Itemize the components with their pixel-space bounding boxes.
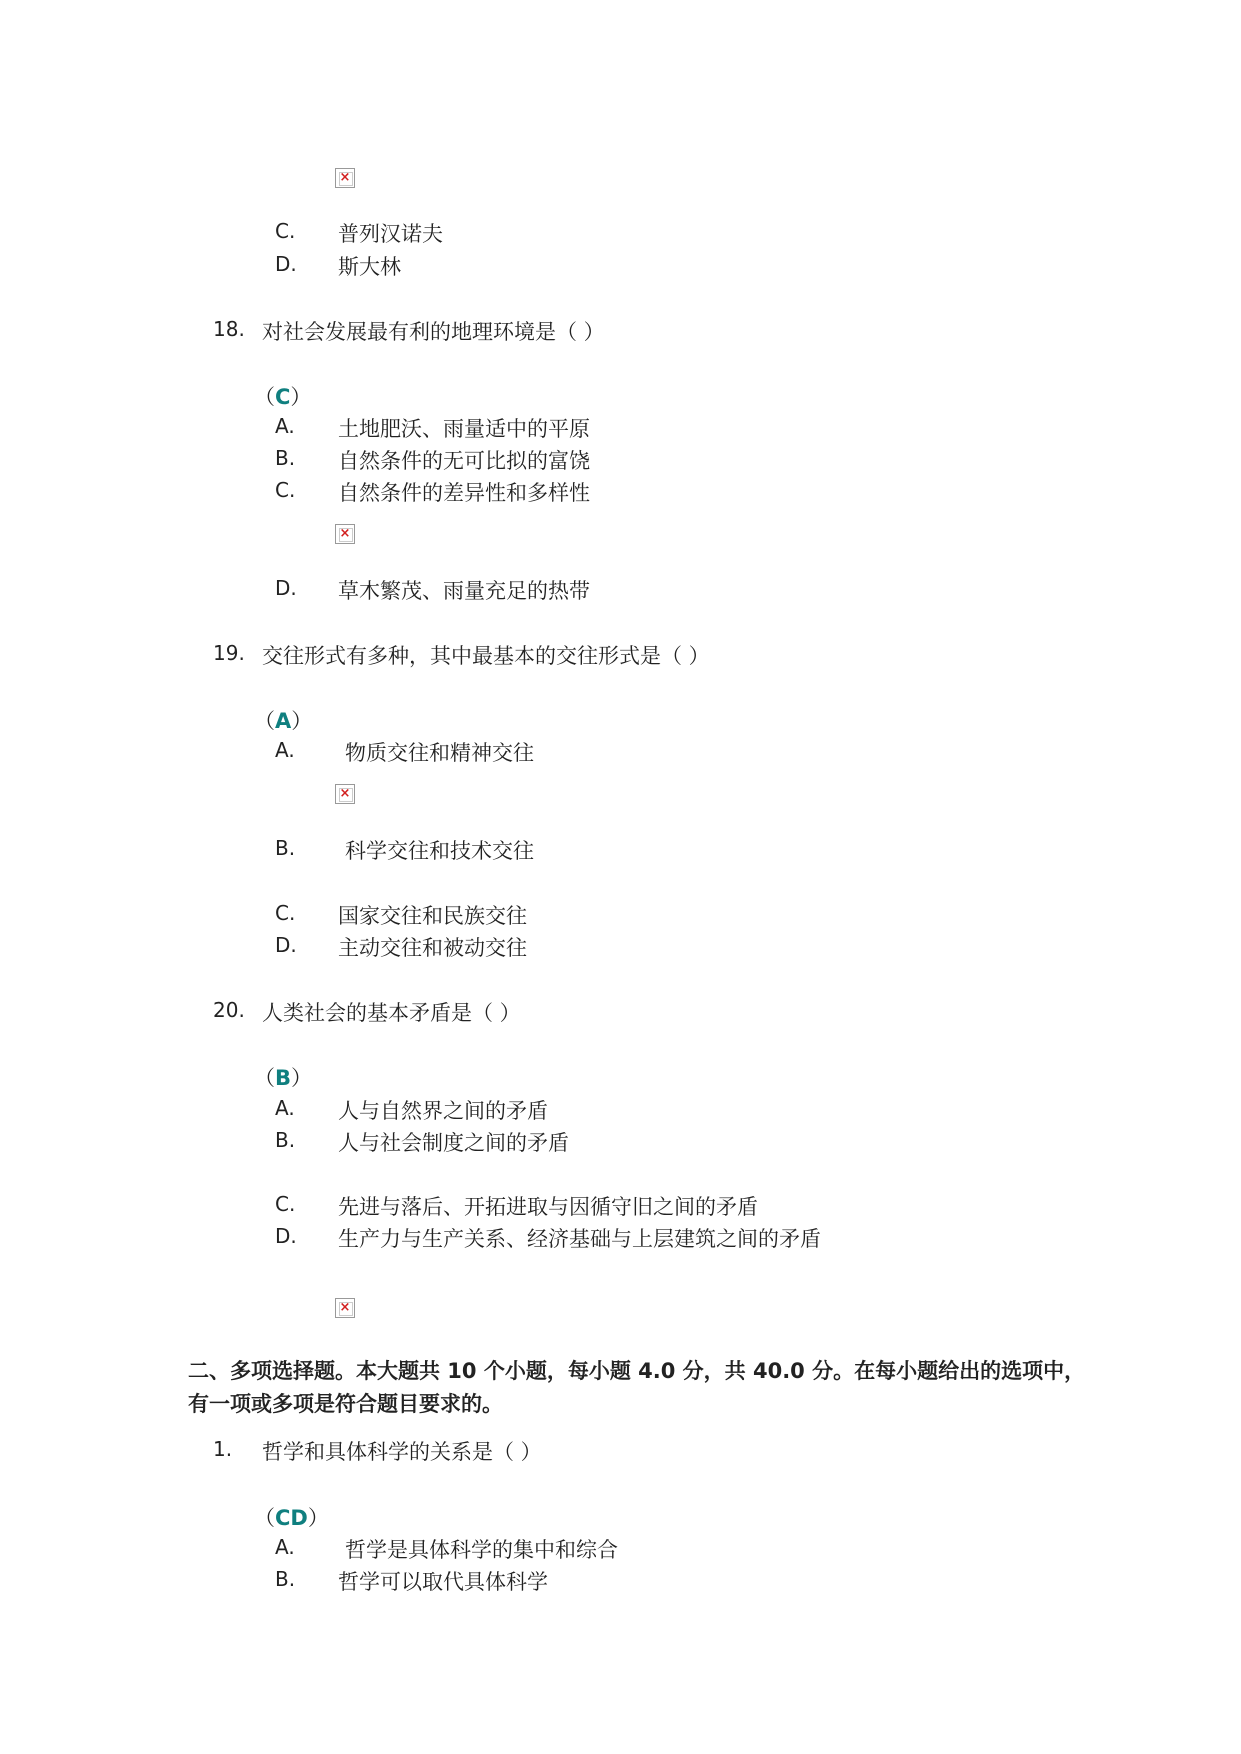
option-label: C. xyxy=(275,219,296,243)
question-number: 20. xyxy=(213,998,245,1022)
answer-key: （C） xyxy=(254,385,312,409)
option-text: 主动交往和被动交往 xyxy=(338,936,527,960)
question-text: 对社会发展最有利的地理环境是（ ） xyxy=(262,320,605,344)
option-text: 土地肥沃、雨量适中的平原 xyxy=(338,417,590,441)
option-text: 哲学可以取代具体科学 xyxy=(338,1570,548,1594)
broken-image-icon: × xyxy=(335,784,355,804)
option-text: 普列汉诺夫 xyxy=(338,222,443,246)
question-number: 19. xyxy=(213,641,245,665)
broken-image-icon: × xyxy=(335,524,355,544)
option-text: 自然条件的无可比拟的富饶 xyxy=(338,449,590,473)
section-heading: 二、多项选择题。本大题共 10 个小题，每小题 4.0 分，共 40.0 分。在每小题给出的选项中，有一项或多项是符合题目要求的。 xyxy=(188,1359,1086,1416)
option-label: B. xyxy=(275,836,296,860)
question-number: 18. xyxy=(213,317,245,341)
option-text: 生产力与生产关系、经济基础与上层建筑之间的矛盾 xyxy=(338,1227,821,1251)
option-label: D. xyxy=(275,1224,297,1248)
answer-value: B xyxy=(275,1066,292,1090)
option-label: A. xyxy=(275,738,295,762)
option-label: D. xyxy=(275,252,297,276)
option-text: 草木繁茂、雨量充足的热带 xyxy=(338,579,590,603)
option-label: B. xyxy=(275,1567,296,1591)
answer-value: CD xyxy=(275,1506,308,1530)
option-label: A. xyxy=(275,414,295,438)
answer-value: A xyxy=(275,709,292,733)
option-label: A. xyxy=(275,1096,295,1120)
option-label: C. xyxy=(275,901,296,925)
option-label: D. xyxy=(275,933,297,957)
option-label: B. xyxy=(275,446,296,470)
option-text: 斯大林 xyxy=(338,255,401,279)
answer-value: C xyxy=(275,385,291,409)
option-text: 科学交往和技术交往 xyxy=(345,839,534,863)
option-text: 人与社会制度之间的矛盾 xyxy=(338,1131,569,1155)
option-label: C. xyxy=(275,1192,296,1216)
answer-key: （B） xyxy=(254,1066,313,1090)
question-text: 交往形式有多种，其中最基本的交往形式是（ ） xyxy=(262,644,710,668)
option-label: A. xyxy=(275,1535,295,1559)
question-number: 1. xyxy=(213,1437,233,1461)
option-text: 哲学是具体科学的集中和综合 xyxy=(345,1538,618,1562)
answer-key: （A） xyxy=(254,709,313,733)
option-label: C. xyxy=(275,478,296,502)
option-text: 自然条件的差异性和多样性 xyxy=(338,481,590,505)
option-text: 先进与落后、开拓进取与因循守旧之间的矛盾 xyxy=(338,1195,758,1219)
question-text: 人类社会的基本矛盾是（ ） xyxy=(262,1001,521,1025)
question-text: 哲学和具体科学的关系是（ ） xyxy=(262,1440,542,1464)
option-text: 物质交往和精神交往 xyxy=(345,741,534,765)
option-text: 人与自然界之间的矛盾 xyxy=(338,1099,548,1123)
option-text: 国家交往和民族交往 xyxy=(338,904,527,928)
option-label: B. xyxy=(275,1128,296,1152)
option-label: D. xyxy=(275,576,297,600)
broken-image-icon: × xyxy=(335,168,355,188)
broken-image-icon: × xyxy=(335,1298,355,1318)
answer-key: （CD） xyxy=(254,1506,329,1530)
